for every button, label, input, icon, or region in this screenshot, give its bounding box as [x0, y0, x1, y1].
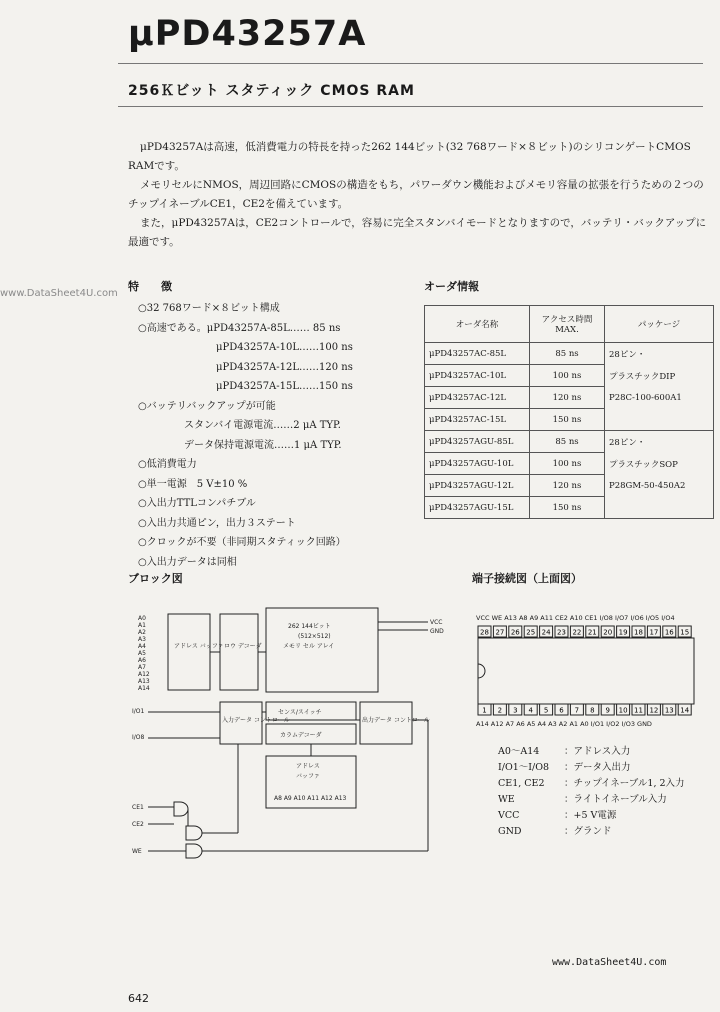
- table-row: μPD43257AC-10L 100 ns プラスチックDIP: [425, 365, 714, 387]
- pin-legend: [498, 744, 685, 840]
- col-access: アクセス時間 MAX.: [530, 306, 605, 343]
- ce1-label: CE1: [132, 804, 144, 811]
- pin-number: 13: [664, 706, 674, 715]
- addr-label: A4: [138, 643, 146, 650]
- pin-number: 1: [482, 706, 487, 715]
- addr-label: A3: [138, 636, 146, 643]
- pin-number: 18: [634, 628, 643, 637]
- addr-label: A5: [138, 650, 146, 657]
- pin-number: 24: [541, 628, 551, 637]
- pin-number: 12: [649, 706, 659, 715]
- address-buffer-label: アドレス バッファ: [174, 643, 224, 650]
- subtitle-rule: [118, 106, 703, 107]
- feature-battery-sub: スタンバイ電源電流……2 μA TYP.: [184, 420, 341, 431]
- pinout-bottom-labels: A14 A12 A7 A6 A5 A4 A3 A2 A1 A0 I/O1 I/O2 I/O3 GND: [476, 720, 652, 728]
- col-addr-pins: A8 A9 A10 A11 A12 A13: [274, 795, 347, 802]
- pin-number: 2: [497, 706, 503, 715]
- legend-row: GND ：グランド: [498, 826, 612, 837]
- row-decoder-label: ロウ デコーダ: [224, 643, 262, 650]
- block-diagram: [128, 600, 448, 870]
- order-table: [424, 305, 714, 519]
- block-diagram-heading: ブロック図: [128, 572, 183, 585]
- pin-number: 7: [574, 706, 580, 715]
- legend-row: A0～A14 ：アドレス入力: [498, 746, 631, 757]
- table-row: μPD43257AC-15L 150 ns: [425, 409, 714, 431]
- table-row: μPD43257AC-85L 85 ns 28ピン・: [425, 343, 714, 365]
- pin-number: 16: [664, 628, 674, 637]
- pin-number: 14: [680, 706, 690, 715]
- addr-label: A2: [138, 629, 146, 636]
- io8-label: I/O8: [132, 734, 145, 741]
- page-title: μPD43257A: [128, 14, 367, 54]
- features-heading: 特 徴: [128, 280, 172, 293]
- table-row: μPD43257AGU-12L 120 ns P28GM-50-450A2: [425, 475, 714, 497]
- memory-array-org: (512×512): [298, 633, 331, 640]
- pin-number: 3: [513, 706, 518, 715]
- legend-row: CE1, CE2 ：チップイネーブル1, 2入力: [498, 778, 685, 789]
- intro-paragraph-1: μPD43257Aは高速，低消費電力の特長を持った262 144ビット(32 768ワード×８ビット)のシリコンゲートCMOS RAMです。: [128, 141, 691, 172]
- feature-item: ○32 768ワード×８ビット構成: [138, 303, 280, 314]
- pin-number: 11: [634, 706, 643, 715]
- table-row: μPD43257AGU-10L 100 ns プラスチックSOP: [425, 453, 714, 475]
- addr-label: A0: [138, 615, 146, 622]
- watermark-left[interactable]: www.DataSheet4U.com: [0, 288, 118, 299]
- pin-number: 21: [587, 628, 597, 637]
- title-rule: [118, 63, 703, 64]
- pin-number: 19: [618, 628, 628, 637]
- addr-label: A14: [138, 685, 150, 692]
- pin-number: 10: [618, 706, 628, 715]
- addr-label: A6: [138, 657, 146, 664]
- feature-item: ○入出力TTLコンパチブル: [138, 498, 256, 509]
- output-control-label: 出力データ コントロール: [362, 717, 430, 724]
- sense-switch-label: センス/スイッチ: [278, 709, 322, 716]
- table-row: μPD43257AGU-15L 150 ns: [425, 497, 714, 519]
- memory-array-label: 262 144ビット: [288, 623, 331, 630]
- col-addr-buffer-label: アドレス: [296, 763, 320, 770]
- legend-row: WE ：ライトイネーブル入力: [498, 794, 667, 805]
- pin-number: 15: [680, 628, 690, 637]
- feature-item: ○バッテリバックアップが可能: [138, 400, 276, 412]
- watermark-bottom[interactable]: www.DataSheet4U.com: [552, 957, 667, 968]
- memory-array-name: メモリ セル アレイ: [283, 643, 335, 650]
- pin-number: 28: [480, 628, 489, 637]
- vcc-label: VCC: [430, 619, 443, 626]
- pin-number: 4: [528, 706, 533, 715]
- feature-item: ○クロックが不要（非同期スタティック回路）: [138, 537, 346, 548]
- feature-speed: μPD43257A-12L……120 ns: [216, 361, 353, 373]
- addr-label: A1: [138, 622, 146, 629]
- col-addr-buffer-label2: バッファ: [296, 773, 320, 780]
- feature-speed: μPD43257A-15L……150 ns: [216, 381, 353, 392]
- pin-number: 20: [603, 628, 613, 637]
- order-table-header: [425, 306, 714, 343]
- pin-number: 8: [590, 706, 595, 715]
- table-row: μPD43257AGU-85L 85 ns 28ピン・: [425, 431, 714, 453]
- pin-number: 23: [557, 628, 566, 637]
- addr-label: A13: [138, 678, 150, 685]
- col-name: オーダ名称: [425, 306, 530, 343]
- we-label: WE: [132, 848, 142, 855]
- legend-row: I/O1～I/O8 ：データ入出力: [498, 762, 631, 773]
- ce2-label: CE2: [132, 821, 144, 828]
- table-row: μPD43257AC-12L 120 ns P28C-100-600A1: [425, 387, 714, 409]
- addr-label: A12: [138, 671, 150, 678]
- addr-label: A7: [138, 664, 146, 671]
- column-decoder-label: カラムデコーダ: [280, 732, 322, 739]
- intro-paragraph-3: また，μPD43257Aは，CE2コントロールで，容易に完全スタンバイモードとなりますので，バッテリ・バックアップに最適です。: [128, 217, 707, 248]
- order-info-heading: オーダ情報: [424, 280, 479, 293]
- pin-number: 9: [605, 706, 610, 715]
- pinout-diagram: [470, 624, 702, 732]
- intro-paragraph-2: メモリセルにNMOS，周辺回路にCMOSの構造をもち，パワーダウン機能およびメモリ容量の拡張を行うための２つのチップイネーブルCE1，CE2を備えています。: [128, 179, 704, 210]
- pins-bottom: [478, 704, 691, 715]
- feature-item: ○入出力共通ピン，出力３ステート: [138, 517, 296, 529]
- pin-number: 6: [559, 706, 564, 715]
- pin-number: 25: [526, 628, 536, 637]
- gnd-label: GND: [430, 628, 444, 635]
- io1-label: I/O1: [132, 708, 145, 715]
- subtitle: 256Ｋビット スタティック CMOS RAM: [128, 83, 415, 99]
- pinout-top-labels: VCC WE A13 A8 A9 A11 CE2 A10 CE1 I/O8 I/O7 I/O6 I/O5 I/O4: [476, 614, 675, 622]
- features-list: [138, 299, 353, 572]
- feature-speed: μPD43257A-10L……100 ns: [216, 342, 353, 353]
- pin-number: 17: [649, 628, 659, 637]
- feature-battery-sub: データ保持電源電流……1 μA TYP.: [184, 439, 342, 451]
- feature-item: ○低消費電力: [138, 459, 197, 470]
- page-number: 642: [128, 992, 149, 1005]
- input-control-label: 入力データ コントロール: [222, 717, 290, 724]
- feature-item: ○高速である。μPD43257A-85L…… 85 ns: [138, 322, 341, 334]
- intro: [128, 138, 713, 252]
- pin-number: 27: [495, 628, 505, 637]
- pinout-heading: 端子接続図（上面図）: [472, 572, 582, 585]
- pin-number: 22: [572, 628, 582, 637]
- pin-number: 5: [543, 706, 549, 715]
- col-package: パッケージ: [605, 306, 714, 343]
- feature-item: ○入出力データは同相: [138, 556, 237, 568]
- pin-number: 26: [510, 628, 520, 637]
- feature-item: ○単一電源 5 V±10 %: [138, 478, 248, 490]
- legend-row: VCC ：+5 V電源: [498, 810, 617, 821]
- pins-top: [478, 626, 691, 637]
